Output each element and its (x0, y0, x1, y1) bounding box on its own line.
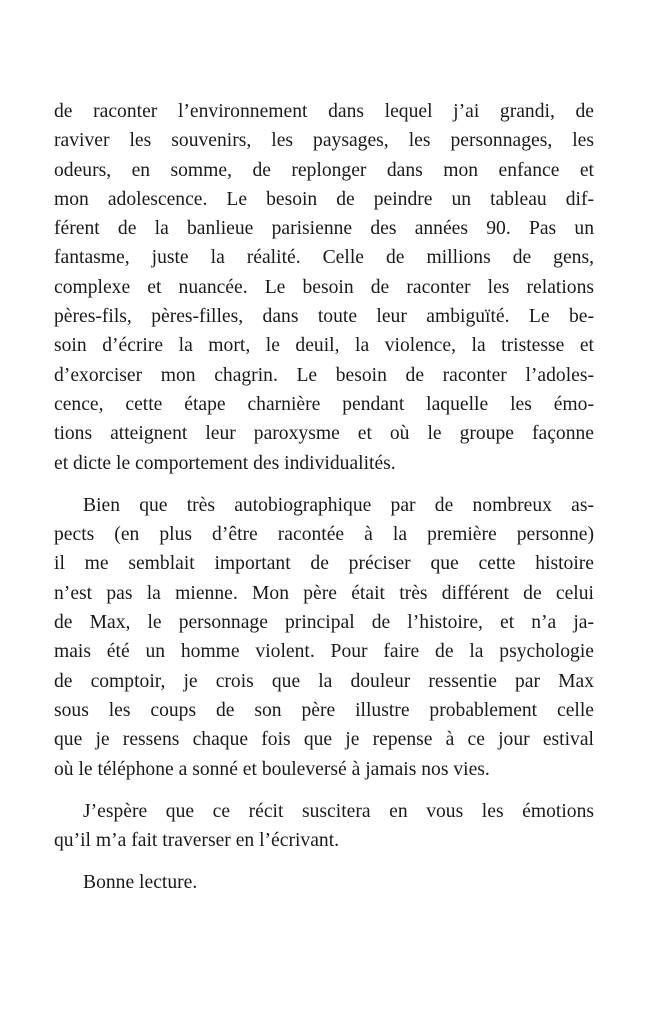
text-line: mon adolescence. Le besoin de peindre un tableau dif- (54, 188, 594, 210)
text-line: qu’il m’a fait traverser en l’écrivant. (54, 830, 340, 852)
text-line: n’est pas la mienne. Mon père était très différent de celui (54, 582, 594, 604)
text-line: fantasme, juste la réalité. Celle de millions de gens, (54, 247, 594, 269)
text-line: complexe et nuancée. Le besoin de raconter les relations (54, 276, 594, 298)
text-line: tions atteignent leur paroxysme et où le groupe façonne (54, 423, 594, 445)
book-page (54, 97, 594, 898)
text-line: raviver les souvenirs, les paysages, les personnages, les (54, 130, 594, 152)
text-line: pères-fils, pères-filles, dans toute leur ambiguïté. Le be- (54, 306, 594, 328)
text-line: férent de la banlieue parisienne des années 90. Pas un (54, 218, 594, 240)
paragraph-3 (54, 797, 594, 856)
text-line: sous les coups de son père illustre probablement celle (54, 699, 594, 721)
text-line: pects (en plus d’être racontée à la première personne) (54, 524, 594, 546)
text-line: mais été un homme violent. Pour faire de la psychologie (54, 641, 594, 663)
text-line: Bien que très autobiographique par de nombreux as- (83, 494, 594, 516)
text-line: de raconter l’environnement dans lequel j’ai grandi, de (54, 101, 594, 122)
text-line: où le téléphone a sonné et bouleversé à jamais nos vies. (54, 758, 490, 780)
text-line: soin d’écrire la mort, le deuil, la violence, la tristesse et (54, 335, 594, 357)
text-line: J’espère que ce récit suscitera en vous les émotions (83, 800, 594, 822)
paragraph-1 (54, 97, 594, 478)
paragraph-4 (54, 868, 594, 897)
text-line: de comptoir, je crois que la douleur ressentie par Max (54, 670, 594, 692)
text-line: et dicte le comportement des individualités. (54, 452, 396, 474)
text-line: il me semblait important de préciser que cette histoire (54, 553, 594, 575)
paragraph-2 (54, 491, 594, 784)
text-line: que je ressens chaque fois que je repense à ce jour estival (54, 729, 594, 751)
text-line: d’exorciser mon chagrin. Le besoin de raconter l’adoles- (54, 364, 594, 386)
text-line: cence, cette étape charnière pendant laquelle les émo- (54, 393, 594, 415)
text-line: de Max, le personnage principal de l’histoire, et n’a ja- (54, 612, 594, 634)
text-line: odeurs, en somme, de replonger dans mon enfance et (54, 159, 594, 181)
text-line: Bonne lecture. (83, 872, 198, 894)
